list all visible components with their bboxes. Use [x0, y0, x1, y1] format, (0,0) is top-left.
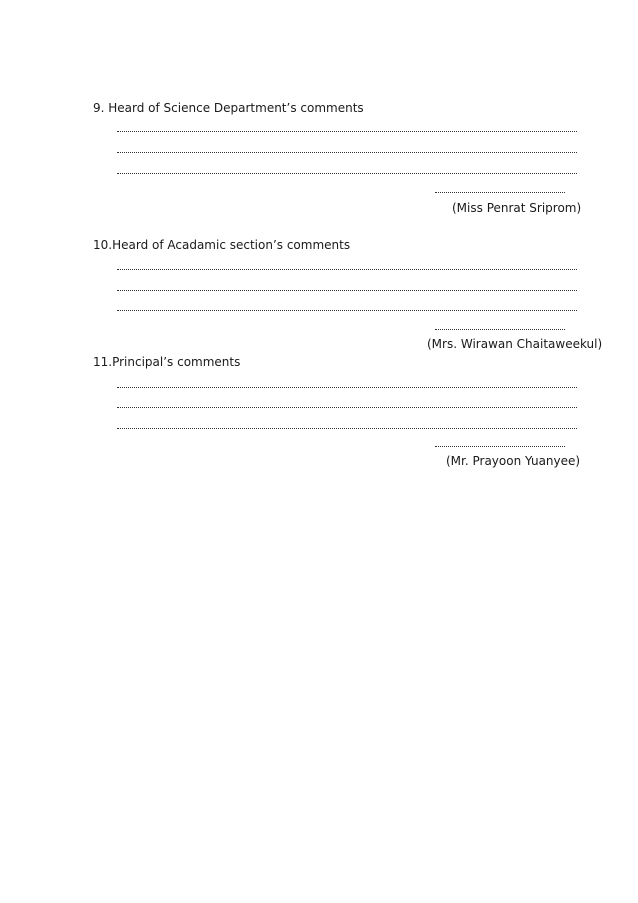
- comment-line: [117, 407, 577, 408]
- section-heading: 10.Heard of Acadamic section’s comments: [93, 238, 351, 252]
- comment-line: [117, 269, 577, 270]
- signature-line: [435, 329, 565, 330]
- comment-line: [117, 387, 577, 388]
- signature-line: [435, 192, 565, 193]
- section-heading: 9. Heard of Science Department’s comments: [93, 101, 364, 115]
- comment-line: [117, 152, 577, 153]
- comment-line: [117, 428, 577, 429]
- comment-line: [117, 173, 577, 174]
- signatory-name: (Miss Penrat Sriprom): [452, 201, 582, 215]
- comment-line: [117, 310, 577, 311]
- comment-line: [117, 290, 577, 291]
- comment-line: [117, 131, 577, 132]
- signatory-name: (Mr. Prayoon Yuanyee): [446, 454, 581, 468]
- signatory-name: (Mrs. Wirawan Chaitaweekul): [427, 337, 603, 351]
- signature-line: [435, 446, 565, 447]
- section-heading: 11.Principal’s comments: [93, 355, 241, 369]
